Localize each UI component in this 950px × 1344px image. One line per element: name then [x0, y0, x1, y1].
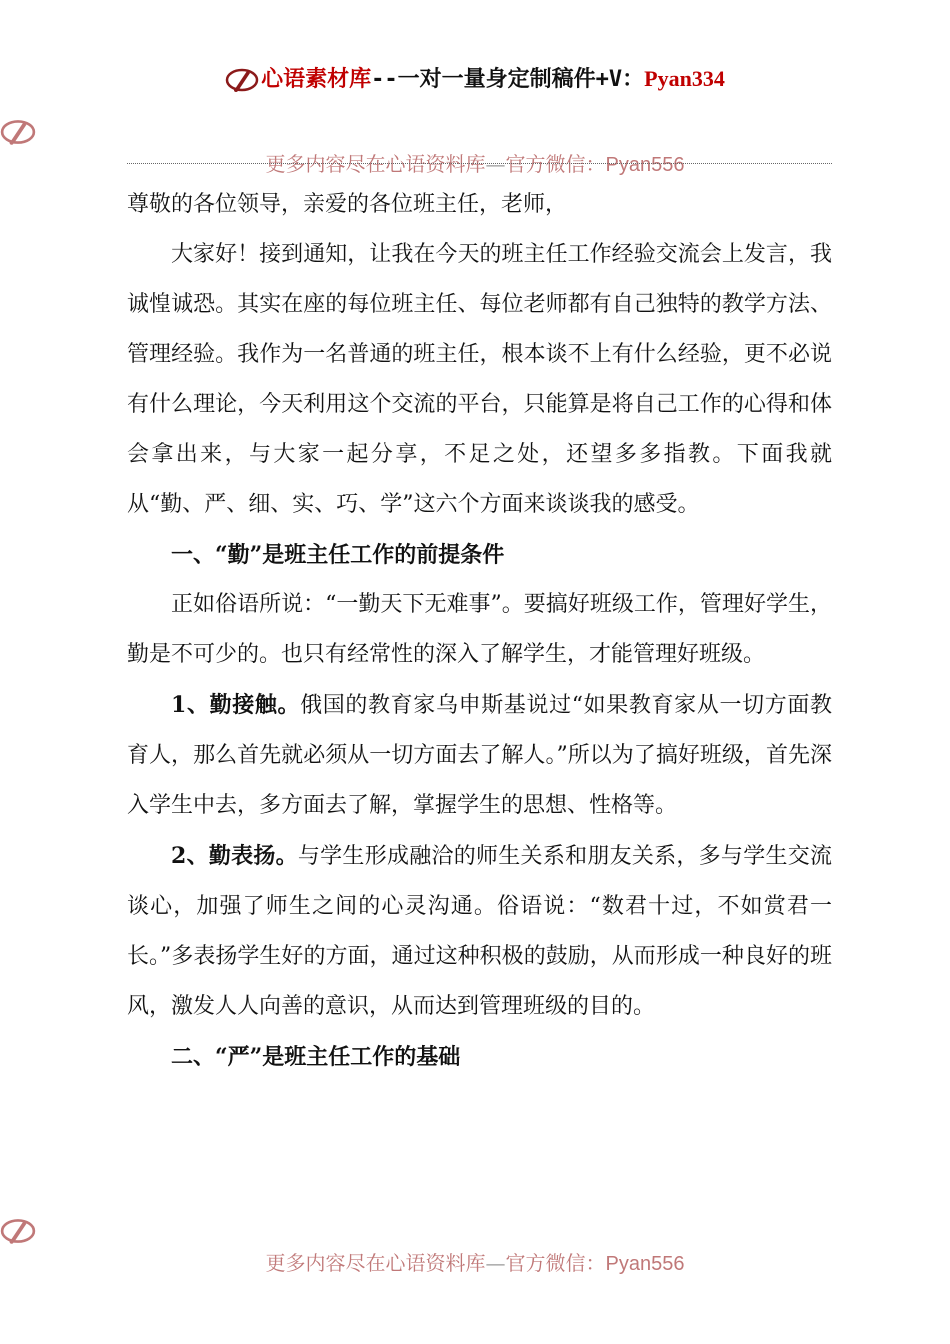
footer-text: 更多内容尽在心语资料库 — [265, 1251, 486, 1275]
intro-paragraph: 大家好！接到通知，让我在今天的班主任工作经验交流会上发言，我诚惶诚恐。其实在座的每位班主任、每位老师都有自己独特的教学方法、管理经验。我作为一名普通的班主任，根本谈不上有什么经验，更不必说有什么理论，今天利用这个交流的平台，只能算是将自己工作的心得和体会拿出来，与大家一起分享，不足之处，还望多多指教。下面我就从“勤、严、细、实、巧、学”这六个方面来谈谈我的感受。 — [127, 242, 832, 517]
section1-paragraph: 正如俗语所说：“一勤天下无难事”。要搞好班级工作，管理好学生，勤是不可少的。也只有经常性的深入了解学生，才能管理好班级。 — [127, 592, 832, 667]
item1-title: 1、勤接触。 — [171, 692, 301, 718]
pen-logo-icon — [0, 1215, 950, 1247]
item1-paragraph — [127, 680, 832, 831]
section2-heading: 二、“严”是班主任工作的基础 — [171, 1044, 461, 1070]
brand-name: 心语素材库 — [261, 66, 372, 92]
header-divider — [127, 163, 832, 164]
footer-label: 官方微信： — [505, 1251, 606, 1275]
subline-separator: — — [485, 152, 506, 176]
item2-title: 2、勤表扬。 — [171, 843, 298, 869]
item2-paragraph — [127, 831, 832, 1032]
pen-logo-icon — [225, 65, 259, 95]
header-wechat-id: Pyan334 — [644, 66, 725, 91]
header-subline — [0, 116, 950, 178]
subline-label: 官方微信： — [505, 152, 606, 176]
footer-separator: — — [485, 1251, 506, 1275]
footer-wechat-id: Pyan556 — [605, 1253, 685, 1275]
item1-text: 俄国的教育家乌申斯基说过“如果教育家从一切方面教育人，那么首先就必须从一切方面去了解人。”所以为了搞好班级，首先深入学生中去，多方面去了解，掌握学生的思想、性格等。 — [127, 693, 832, 818]
salutation: 尊敬的各位领导，亲爱的各位班主任，老师， — [127, 192, 568, 217]
header-title — [0, 62, 950, 95]
header-slogan: --一对一量身定制稿件+V： — [371, 67, 645, 92]
item2-text: 与学生形成融洽的师生关系和朋友关系，多与学生交流谈心，加强了师生之间的心灵沟通。俗语说：“数君十过，不如赏君一长。”多表扬学生好的方面，通过这种积极的鼓励，从而形成一种良好的班风，激发人人向善的意识，从而达到管理班级的目的。 — [127, 844, 832, 1019]
document-body — [127, 180, 832, 1082]
subline-wechat-id: Pyan556 — [605, 154, 685, 176]
footer-watermark — [0, 1215, 950, 1277]
subline-text: 更多内容尽在心语资料库 — [265, 152, 486, 176]
section1-heading: 一、“勤”是班主任工作的前提条件 — [171, 542, 505, 568]
pen-logo-icon — [0, 116, 950, 148]
